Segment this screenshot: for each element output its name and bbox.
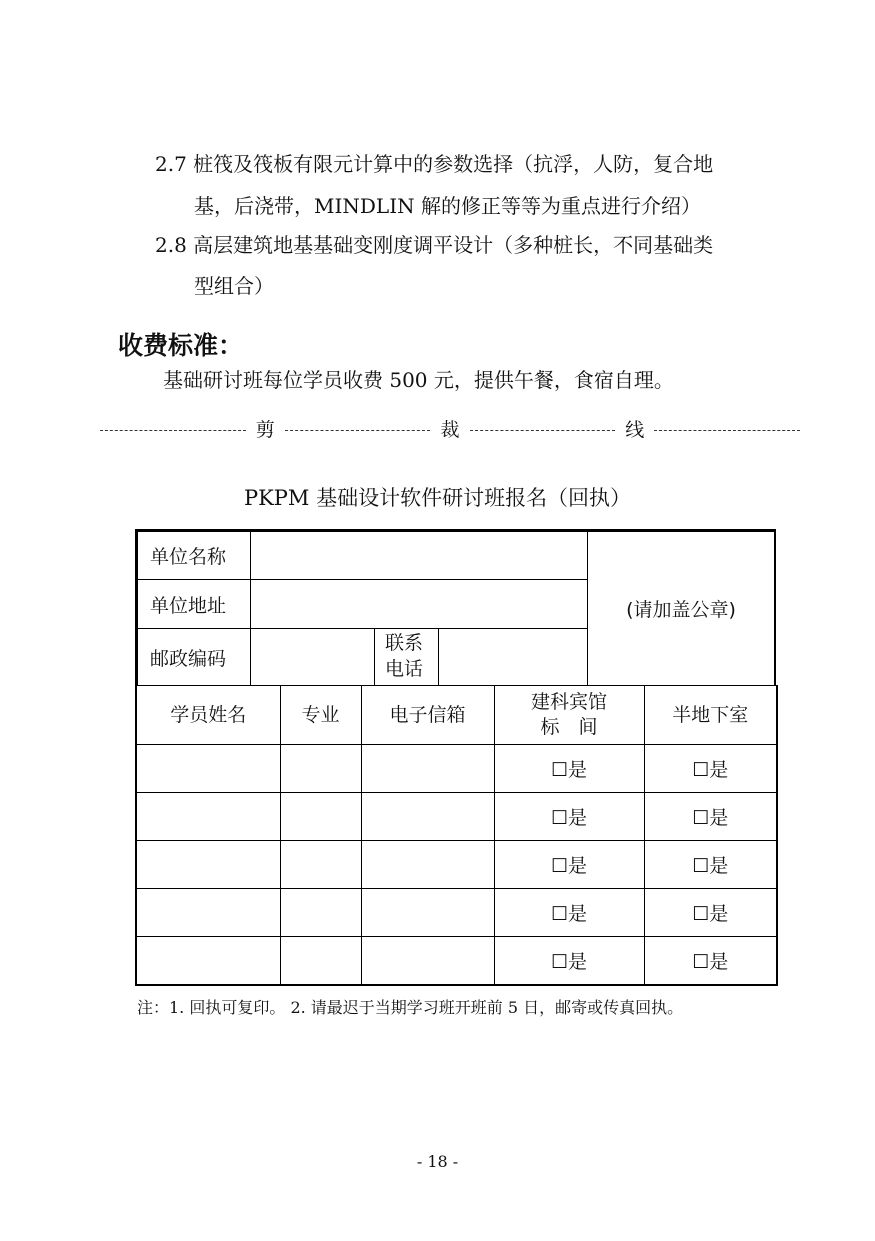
table-row [136,889,777,937]
header-basement: 半地下室 [644,686,777,745]
basement-checkbox[interactable]: ☐是 [644,937,777,986]
phone-field[interactable] [438,628,588,686]
cut-word: 线 [625,418,645,441]
email-cell[interactable] [361,889,494,937]
participant-table [135,685,778,986]
email-cell[interactable] [361,745,494,793]
hotel-checkbox[interactable]: ☐是 [494,937,644,986]
hotel-checkbox[interactable]: ☐是 [494,745,644,793]
item-2-8-line2: 型组合） [194,274,274,298]
header-hotel-line2: 标 间 [540,716,598,738]
email-cell[interactable] [361,841,494,889]
cut-line [100,415,800,441]
phone-label-line1: 联系 [385,632,424,655]
table-row [136,841,777,889]
email-cell[interactable] [361,937,494,986]
postcode-field[interactable] [250,628,375,686]
postcode-label [137,628,251,686]
form-title: PKPM 基础设计软件研讨班报名（回执） [243,486,632,510]
header-major: 专业 [280,686,361,745]
unit-info-block [135,529,776,686]
header-email: 电子信箱 [361,686,494,745]
major-cell[interactable] [280,889,361,937]
dashed-segment [285,430,431,431]
unit-address-field[interactable] [250,579,588,629]
name-cell[interactable] [136,937,280,986]
fee-text: 基础研讨班每位学员收费 500 元，提供午餐，食宿自理。 [163,368,674,392]
table-header-row [136,686,777,745]
basement-checkbox[interactable]: ☐是 [644,745,777,793]
major-cell[interactable] [280,793,361,841]
footnote: 注：1. 回执可复印。 2. 请最迟于当期学习班开班前 5 日，邮寄或传真回执。 [137,998,684,1017]
header-name: 学员姓名 [136,686,280,745]
cut-word: 裁 [440,418,460,441]
header-hotel-line1: 建科宾馆 [530,691,607,714]
seal-area [587,531,775,686]
dashed-segment [654,430,800,431]
unit-name-label: 单位名称 [137,531,251,580]
basement-checkbox[interactable]: ☐是 [644,793,777,841]
basement-checkbox[interactable]: ☐是 [644,889,777,937]
table-row [136,793,777,841]
phone-label [374,628,439,686]
dashed-segment [470,430,616,431]
table-row [136,745,777,793]
basement-checkbox[interactable]: ☐是 [644,841,777,889]
hotel-checkbox[interactable]: ☐是 [494,841,644,889]
item-2-7-line1: 2.7 桩筏及筏板有限元计算中的参数选择（抗浮，人防，复合地 [155,152,714,176]
name-cell[interactable] [136,793,280,841]
unit-address-label: 单位地址 [137,579,251,629]
phone-label-line2: 电话 [385,658,424,680]
item-2-7-line2: 基，后浇带，MINDLIN 解的修正等等为重点进行介绍） [194,194,701,218]
table-row [136,937,777,986]
postcode-label-text: 邮政编码 [150,647,227,670]
hotel-checkbox[interactable]: ☐是 [494,889,644,937]
name-cell[interactable] [136,841,280,889]
name-cell[interactable] [136,745,280,793]
page-number: - 18 - [416,1152,459,1171]
seal-text: (请加盖公章) [626,599,736,621]
dashed-segment [100,430,246,431]
major-cell[interactable] [280,937,361,986]
item-2-8-line1: 2.8 高层建筑地基基础变刚度调平设计（多种桩长，不同基础类 [155,233,714,257]
cut-word: 剪 [255,418,275,441]
name-cell[interactable] [136,889,280,937]
major-cell[interactable] [280,745,361,793]
email-cell[interactable] [361,793,494,841]
major-cell[interactable] [280,841,361,889]
fee-heading: 收费标准： [118,331,244,360]
hotel-checkbox[interactable]: ☐是 [494,793,644,841]
unit-name-field[interactable] [250,531,588,580]
header-hotel [494,686,644,745]
